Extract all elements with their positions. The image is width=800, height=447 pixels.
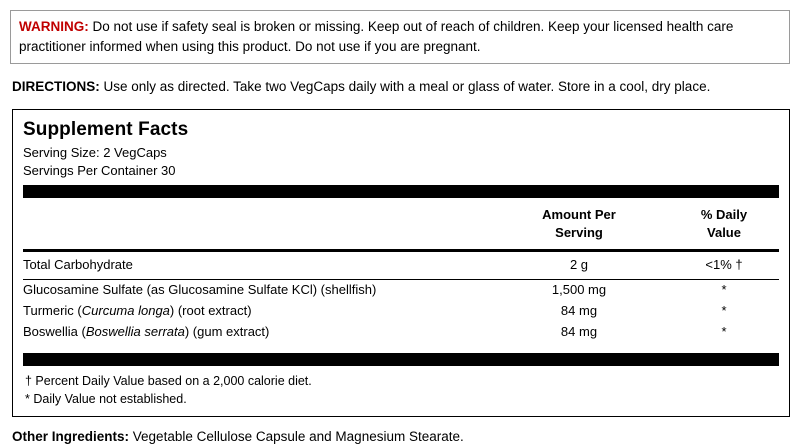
warning-label: WARNING: xyxy=(19,19,89,34)
nutrient-name-pre: Boswellia ( xyxy=(23,323,86,339)
supplement-facts-table xyxy=(23,198,779,249)
header-blank xyxy=(23,198,489,249)
table-header-row xyxy=(23,198,779,249)
footnote-dagger: † Percent Daily Value based on a 2,000 calorie diet. xyxy=(25,373,312,388)
nutrient-name-scientific: Curcuma longa xyxy=(81,302,170,318)
warning-box xyxy=(10,10,790,64)
nutrient-name xyxy=(23,322,489,343)
directions-text: Use only as directed. Take two VegCaps daily with a meal or glass of water. Store in a cool, dry place. xyxy=(103,79,711,95)
directions-label: DIRECTIONS: xyxy=(12,79,100,95)
warning-text: Do not use if safety seal is broken or missing. Keep out of reach of children. Keep your licensed health care practitioner informed when using this product. Do not use if you are pregnant. xyxy=(19,19,734,54)
other-ingredients-text: Vegetable Cellulose Capsule and Magnesium Stearate. xyxy=(132,429,464,445)
nutrient-daily-value: * xyxy=(721,302,727,318)
table-row xyxy=(23,280,779,301)
nutrient-daily-value: * xyxy=(721,282,727,298)
nutrient-daily-value: * xyxy=(721,323,727,339)
nutrient-name: Total Carbohydrate xyxy=(23,257,133,273)
nutrient-secondary-table xyxy=(23,280,779,343)
supplement-facts-title: Supplement Facts xyxy=(23,119,189,141)
header-amount-line1: Amount Per xyxy=(542,207,616,223)
table-row xyxy=(23,301,779,322)
nutrient-primary-table xyxy=(23,252,779,279)
other-ingredients-line xyxy=(12,428,790,447)
footnotes xyxy=(23,366,779,410)
divider-bar-top xyxy=(23,185,779,198)
table-row xyxy=(23,322,779,343)
servings-per-container: Servings Per Container 30 xyxy=(23,162,176,178)
header-amount-line2: Serving xyxy=(555,224,603,240)
nutrient-amount: 2 g xyxy=(569,257,589,273)
supplement-facts-panel xyxy=(12,109,790,417)
divider-bar-bottom xyxy=(23,353,779,366)
directions-line xyxy=(12,78,790,97)
nutrient-name-pre: Turmeric ( xyxy=(23,302,82,318)
nutrient-name xyxy=(23,301,489,322)
header-dv-line2: Value xyxy=(707,224,741,240)
table-row xyxy=(23,252,779,279)
nutrient-amount: 84 mg xyxy=(560,302,598,318)
header-dv-line1: % Daily xyxy=(700,207,748,223)
header-daily-value xyxy=(669,198,779,249)
nutrient-name: Glucosamine Sulfate (as Glucosamine Sulfate KCl) (shellfish) xyxy=(23,282,377,298)
nutrient-name-post: ) (root extract) xyxy=(169,302,252,318)
header-amount-per-serving xyxy=(489,198,669,249)
nutrient-daily-value: <1% † xyxy=(705,257,743,273)
nutrient-name-post: ) (gum extract) xyxy=(184,323,270,339)
nutrient-amount: 84 mg xyxy=(560,323,598,339)
other-ingredients-label: Other Ingredients: xyxy=(12,429,130,445)
serving-size: Serving Size: 2 VegCaps xyxy=(23,145,167,161)
nutrient-amount: 1,500 mg xyxy=(551,282,607,298)
nutrient-name-scientific: Boswellia serrata xyxy=(85,323,185,339)
footnote-asterisk: * Daily Value not established. xyxy=(25,391,187,406)
